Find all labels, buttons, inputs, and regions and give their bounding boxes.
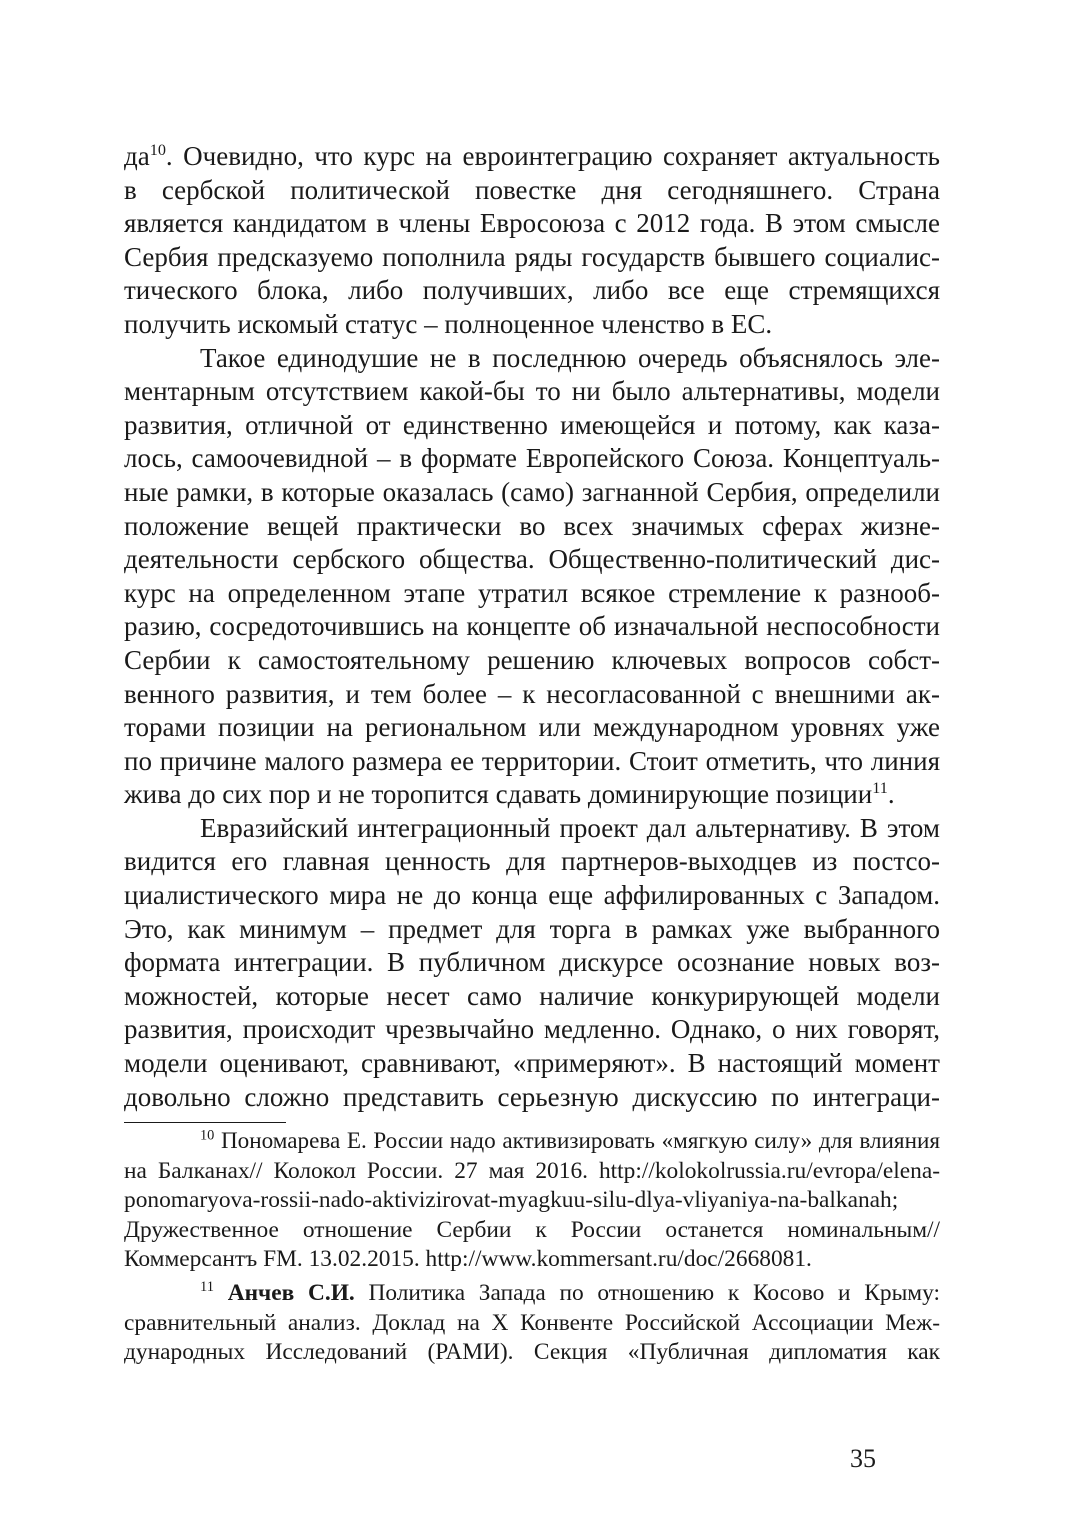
text-line: положение вещей практически во всех значимых сферах жизне- [124,510,940,541]
footnote-line: сравнительный анализ. Доклад на X Конвенте Российской Ассоциации Меж- [124,1309,940,1336]
text-segment: . Очевидно, что курс на евроинтеграцию сохраняет актуальность [165,141,940,171]
text-line: развития, происходит чрезвычайно медленно. Однако, о них говорят, [124,1014,940,1045]
text-line: Сербии к самостоятельному решению ключевых вопросов собст- [124,644,940,675]
footnote-line [124,1127,940,1157]
text-line: получить искомый статус – полноценное членство в ЕС. [124,308,773,339]
footnote-line: на Балканах// Колокол России. 27 мая 2016. http://kolokolrussia.ru/evropa/elena- [124,1157,940,1184]
text-line: торами позиции на региональном или международном уровнях уже [124,712,940,743]
main-text [124,140,940,1114]
text-segment: жива до сих пор и не торопится сдавать доминирующие позиции [124,779,873,810]
footnote-line: дународных Исследований (РАМИ). Секция «Публичная дипломатия как [124,1339,940,1366]
footnote-line: Коммерсантъ FM. 13.02.2015. http://www.kommersant.ru/doc/2668081. [124,1246,812,1273]
text-line: курс на определенном этапе утратил всякое стремление к разнооб- [124,577,940,608]
text-line: деятельности сербского общества. Общественно-политический дис- [124,544,940,575]
footnotes [124,1127,940,1368]
text-segment: да [124,141,150,171]
text-line: ментарным отсутствием какой-бы то ни было альтернативы, модели [124,376,940,407]
text-line: венного развития, и тем более – к несогласованной с внешними ак- [124,678,940,709]
text-line [124,140,940,174]
footnote-number: 10 [200,1127,215,1144]
text-line: тического блока, либо получивших, либо все еще стремящихся [124,275,940,306]
footnote-ref: 10 [149,141,166,159]
footnote-text: Пономарева Е. России надо активизировать «мягкую силу» для влияния [214,1128,940,1154]
text-line: довольно сложно представить серьезную дискуссию по интеграци- [124,1081,940,1112]
text-line: является кандидатом в члены Евросоюза с 2012 года. В этом смысле [124,208,940,239]
footnote-line: ponomaryova-rossii-nado-aktivizirovat-myagkuu-silu-dlya-vliyaniya-na-balkanah; [124,1187,899,1214]
text-line: разию, сосредоточившись на концепте об изначальной неспособности [124,611,940,642]
footnote-author: Анчев С.И. [227,1279,355,1306]
text-line: в сербской политической повестке дня сегодняшнего. Страна [124,174,940,205]
text-line: Такое единодушие не в последнюю очередь объяснялось эле- [200,342,940,373]
footnote-line [124,1279,940,1309]
text-line [124,778,940,812]
text-line: Это, как минимум – предмет для торга в рамках уже выбранного [124,913,940,944]
text-segment: . [887,779,895,810]
text-line: ные рамки, в которые оказалась (само) загнанной Сербия, определили [124,476,940,507]
text-line: лось, самоочевидной – в формате Европейского Союза. Концептуаль- [124,443,940,474]
footnote-text: Политика Запада по отношению к Косово и Крыму: [354,1279,940,1306]
text-line: циалистического мира не до конца еще аффилированных с Западом. [124,880,940,911]
text-line: развития, отличной от единственно имеющейся и потому, как каза- [124,409,940,440]
text-line: Сербия предсказуемо пополнила ряды государств бывшего социалис- [124,241,940,272]
text-line: по причине малого размера ее территории. Стоит отметить, что линия [124,745,940,776]
footnote-line: Дружественное отношение Сербии к России останется номинальным// [124,1216,940,1243]
text-line: модели оценивают, сравнивают, «примеряют». В настоящий момент [124,1048,940,1079]
page-number: 35 [850,1444,876,1473]
footnote-ref: 11 [872,779,888,798]
text-line: формата интеграции. В публичном дискурсе осознание новых воз- [124,947,940,978]
footnote-divider [124,1122,286,1123]
text-line: можностей, которые несет само наличие конкурирующей модели [124,980,940,1011]
footnote-number: 11 [200,1279,214,1296]
text-line: видится его главная ценность для партнеров-выходцев из постсо- [124,846,940,877]
text-line: Евразийский интеграционный проект дал альтернативу. В этом [200,812,940,843]
